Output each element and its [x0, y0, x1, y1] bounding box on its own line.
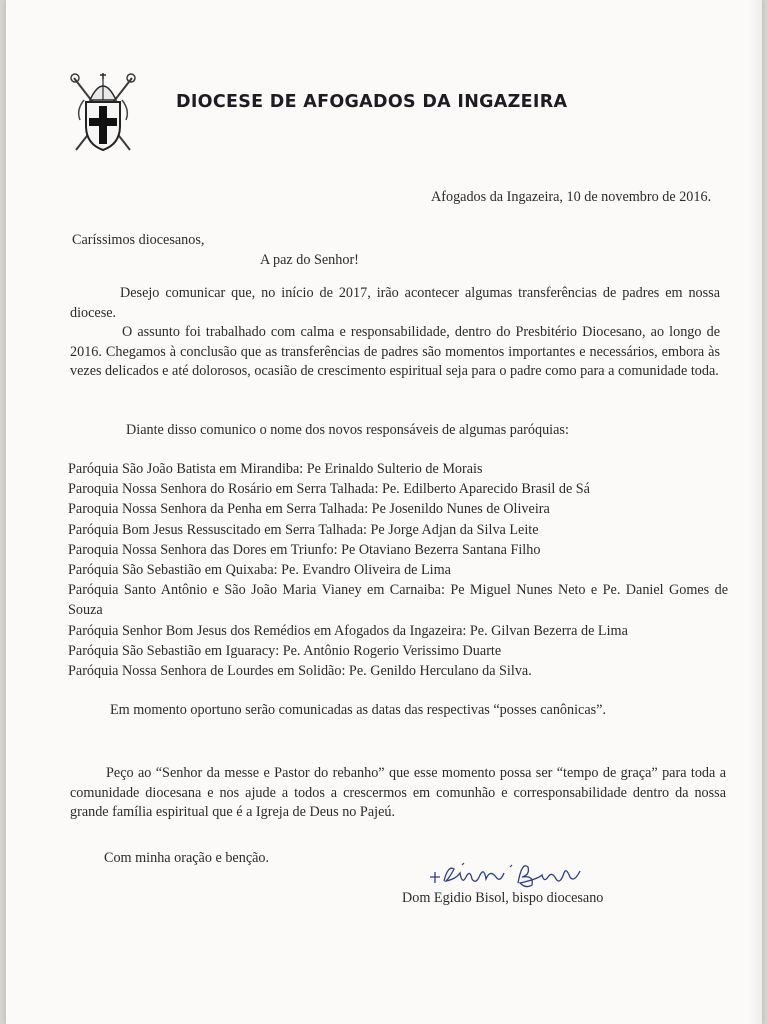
parish-list — [68, 459, 728, 681]
list-intro: Diante disso comunico o nome dos novos responsáveis de algumas paróquias: — [126, 422, 569, 438]
list-item: Paroquia Nossa Senhora do Rosário em Serra Talhada: Pe. Edilberto Aparecido Brasil de Sá — [68, 481, 590, 498]
posses-note: Em momento oportuno serão comunicadas as datas das respectivas “posses canônicas”. — [110, 702, 607, 718]
list-item: Paroquia Nossa Senhora das Dores em Triunfo: Pe Otaviano Bezerra Santana Filho — [68, 541, 541, 558]
list-item: Paróquia Santo Antônio e São João Maria Vianey em Carnaiba: Pe Miguel Nunes Neto e Pe. Daniel Gomes de Souza — [68, 582, 728, 619]
list-item: Paroquia Nossa Senhora da Penha em Serra Talhada: Pe Josenildo Nunes de Oliveira — [68, 501, 550, 518]
salutation: Caríssimos diocesanos, — [72, 232, 205, 248]
list-item: Paróquia Senhor Bom Jesus dos Remédios em Afogados da Ingazeira: Pe. Gilvan Bezerra de Lima — [68, 622, 628, 639]
diocese-title: DIOCESE DE AFOGADOS DA INGAZEIRA — [176, 92, 568, 112]
paragraph-announcement: Desejo comunicar que, no início de 2017, irão acontecer algumas transferências de padres em nossa diocese. — [70, 285, 720, 321]
date-line: Afogados da Ingazeira, 10 de novembro de 2016. — [431, 189, 712, 205]
list-item: Paróquia Bom Jesus Ressuscitado em Serra Talhada: Pe Jorge Adjan da Silva Leite — [68, 521, 539, 538]
list-item: Paróquia São João Batista em Mirandiba: Pe Erinaldo Sulterio de Morais — [68, 461, 483, 477]
letter-page — [6, 0, 762, 1024]
list-item: Paróquia São Sebastião em Quixaba: Pe. Evandro Oliveira de Lima — [68, 562, 451, 579]
signer-name: Dom Egidio Bisol, bispo diocesano — [402, 890, 604, 906]
paragraph-context: O assunto foi trabalhado com calma e responsabilidade, dentro do Presbitério Diocesano, ao longo de 2016. Chegamos à conclusão que as transferências de padres são momentos importantes e necessários, embora às vezes delicados e até dolorosos, ocasião de crescimento espiritual seja para o padre como para a comunidade toda. — [70, 324, 720, 379]
peace-greeting: A paz do Senhor! — [260, 252, 359, 268]
closing-line: Com minha oração e benção. — [104, 850, 270, 866]
list-item: Paróquia São Sebastião em Iguaracy: Pe. Antônio Rogerio Verissimo Duarte — [68, 642, 502, 659]
paragraph-prayer: Peço ao “Senhor da messe e Pastor do rebanho” que esse momento possa ser “tempo de graça” para toda a comunidade diocesana e nos ajude a todos a crescermos em comunhão e corresponsabilidade dentro da nossa grande família espiritual que é a Igreja de Deus no Pajeú. — [70, 765, 726, 820]
bishop-coat-of-arms-icon — [70, 70, 136, 154]
list-item: Paróquia Nossa Senhora de Lourdes em Solidão: Pe. Genildo Herculano da Silva. — [68, 663, 532, 680]
